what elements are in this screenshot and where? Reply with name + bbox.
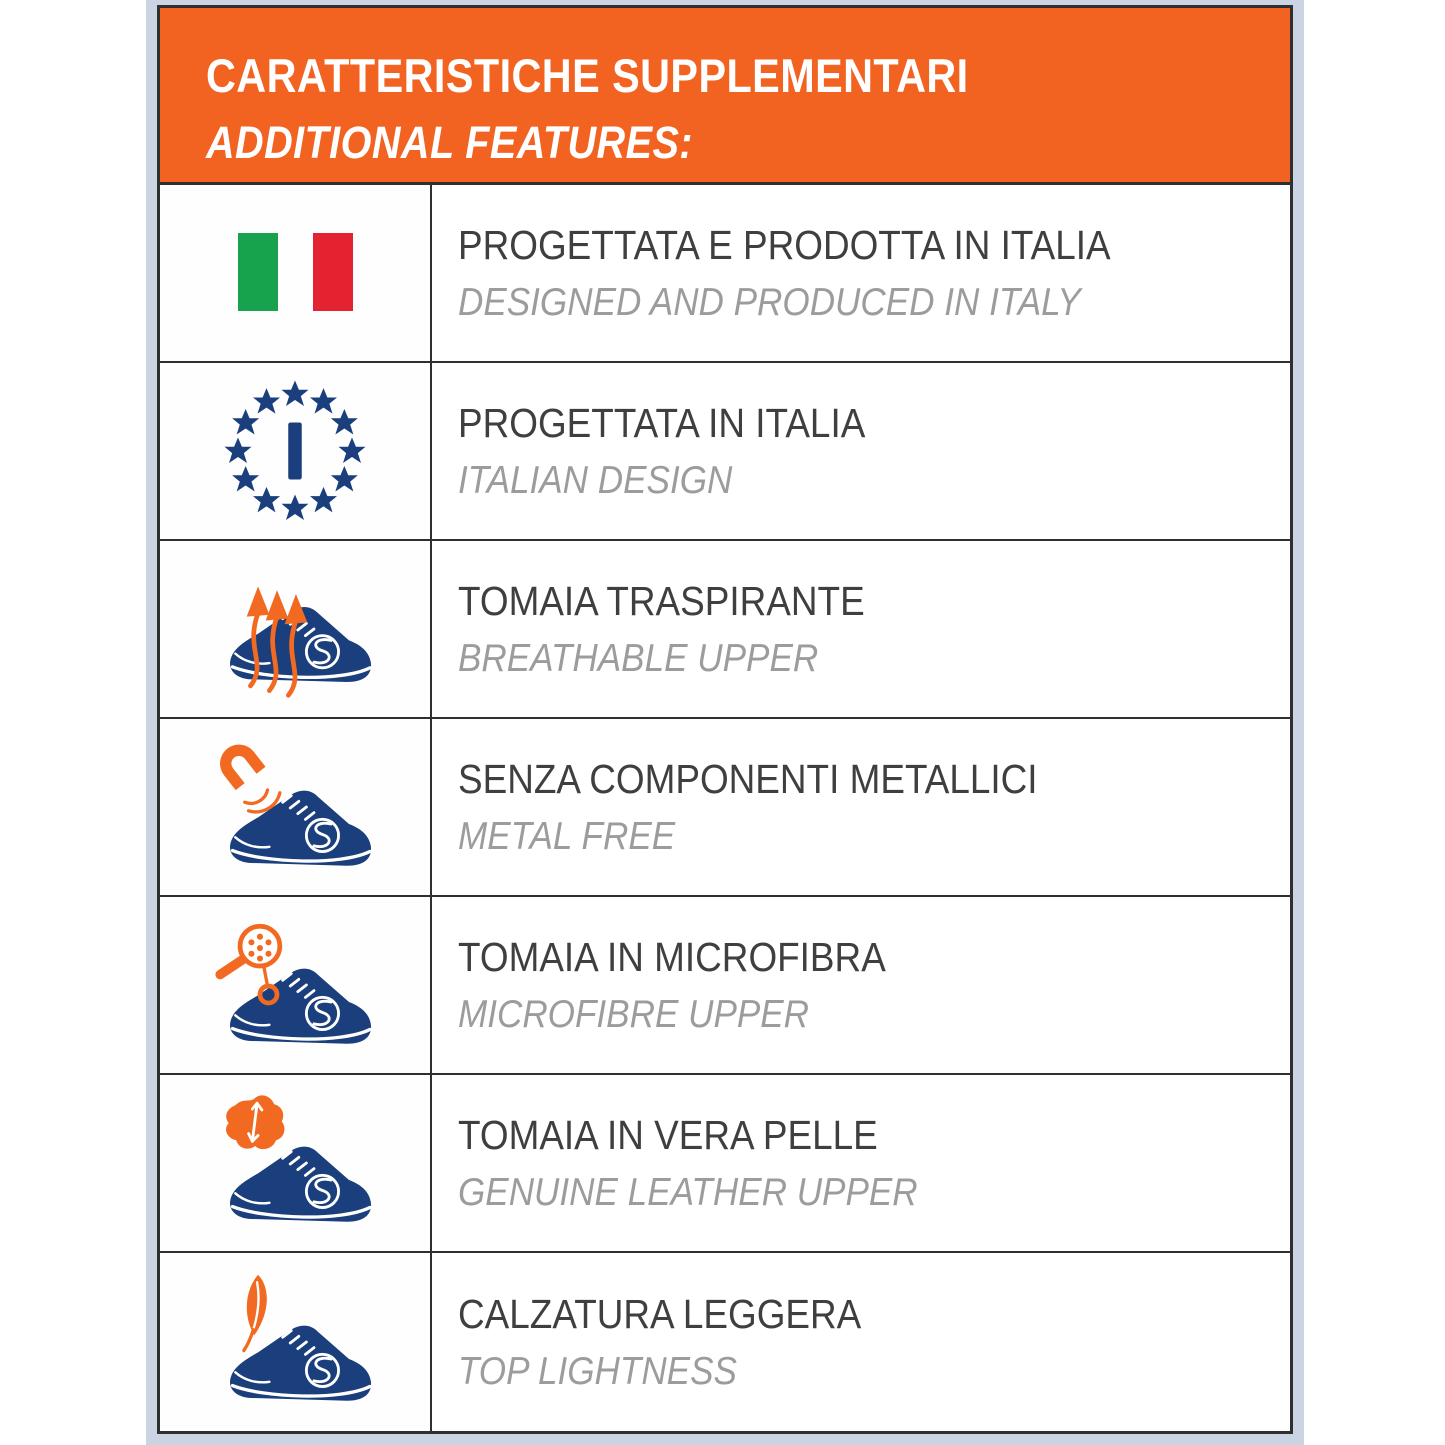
table-row	[160, 897, 1290, 1075]
table-row	[160, 1075, 1290, 1253]
icon-cell	[160, 185, 432, 361]
feature-subtitle: BREATHABLE UPPER	[458, 636, 819, 680]
italian-flag-icon	[208, 213, 383, 333]
feature-title: PROGETTATA IN ITALIA	[458, 399, 866, 446]
feature-title: TOMAIA IN MICROFIBRA	[458, 933, 886, 980]
header-title-italian: CARATTERISTICHE SUPPLEMENTARI	[206, 49, 969, 102]
icon-cell	[160, 897, 432, 1073]
text-cell	[432, 541, 1290, 717]
text-cell	[432, 719, 1290, 895]
feature-title: TOMAIA IN VERA PELLE	[458, 1111, 878, 1158]
header-title-english: ADDITIONAL FEATURES:	[206, 117, 693, 168]
breathable-shoe-icon	[205, 554, 385, 704]
icon-cell	[160, 1075, 432, 1251]
feature-title: CALZATURA LEGGERA	[458, 1290, 862, 1337]
feature-subtitle: DESIGNED AND PRODUCED IN ITALY	[458, 280, 1081, 324]
icon-cell	[160, 719, 432, 895]
feature-subtitle: METAL FREE	[458, 814, 676, 858]
feature-subtitle: TOP LIGHTNESS	[458, 1349, 737, 1393]
text-cell	[432, 897, 1290, 1073]
text-cell	[432, 363, 1290, 539]
feature-subtitle: GENUINE LEATHER UPPER	[458, 1170, 918, 1214]
text-cell	[432, 1075, 1290, 1251]
additional-features-table	[157, 5, 1293, 1434]
metal-free-shoe-icon	[205, 732, 385, 882]
microfibre-shoe-icon	[205, 910, 385, 1060]
feature-title: SENZA COMPONENTI METALLICI	[458, 755, 1038, 802]
feature-subtitle: MICROFIBRE UPPER	[458, 992, 810, 1036]
table-frame	[146, 0, 1304, 1445]
table-row	[160, 1253, 1290, 1431]
text-cell	[432, 1253, 1290, 1431]
table-header	[160, 8, 1290, 185]
table-row	[160, 185, 1290, 363]
icon-cell	[160, 363, 432, 539]
leather-shoe-icon	[205, 1088, 385, 1238]
feature-title: TOMAIA TRASPIRANTE	[458, 577, 865, 624]
table-row	[160, 363, 1290, 541]
feature-subtitle: ITALIAN DESIGN	[458, 458, 733, 502]
table-row	[160, 719, 1290, 897]
feature-title: PROGETTATA E PRODOTTA IN ITALIA	[458, 221, 1111, 268]
eu-stars-italy-icon	[220, 376, 370, 526]
text-cell	[432, 185, 1290, 361]
table-row	[160, 541, 1290, 719]
icon-cell	[160, 541, 432, 717]
icon-cell	[160, 1253, 432, 1431]
lightweight-shoe-icon	[205, 1267, 385, 1417]
